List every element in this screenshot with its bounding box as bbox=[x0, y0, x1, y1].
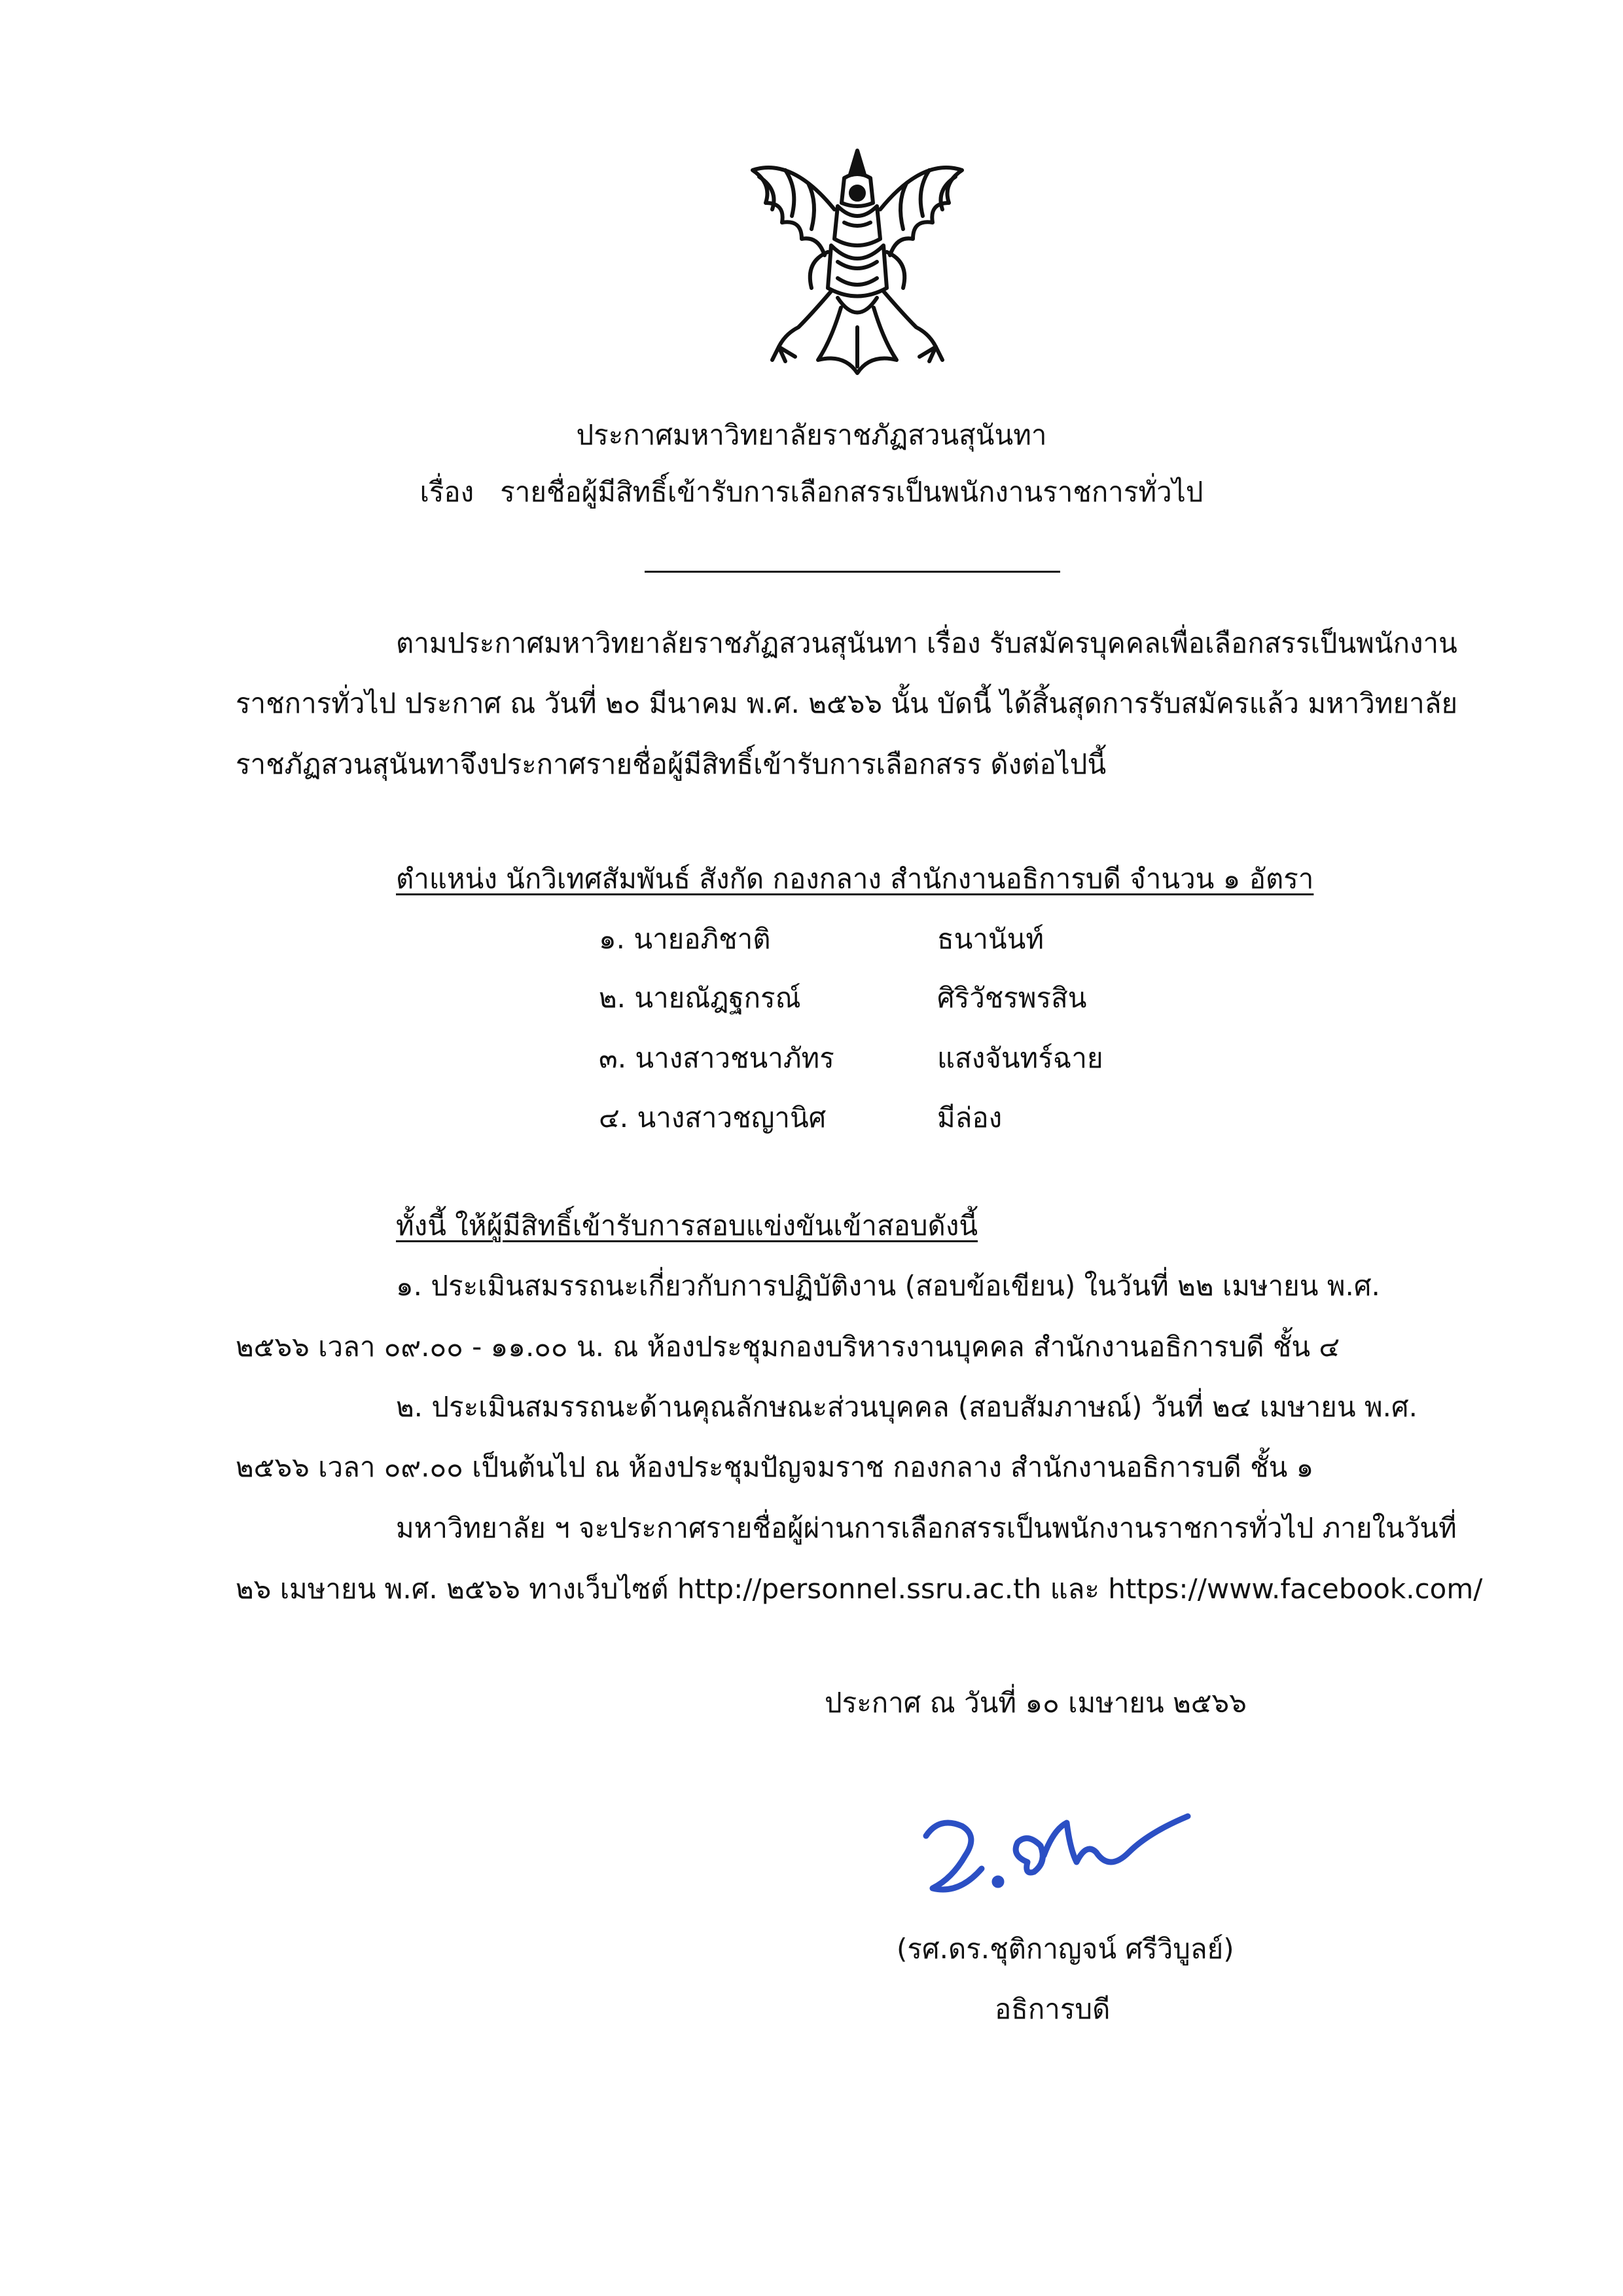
results-notice-line-1: มหาวิทยาลัย ฯ จะประกาศรายชื่อผู้ผ่านการเลือกสรรเป็นพนักงานราชการทั่วไป ภายในวันที่ bbox=[396, 1512, 1457, 1544]
exam-heading: ทั้งนี้ ให้ผู้มีสิทธิ์เข้ารับการสอบแข่งขันเข้าสอบดังนี้ bbox=[396, 1210, 978, 1242]
candidate-first-name: ๓. นางสาวชนาภัทร bbox=[599, 1042, 834, 1074]
candidate-first-name: ๔. นางสาวชญานิศ bbox=[599, 1102, 827, 1134]
intro-line-2: ราชการทั่วไป ประกาศ ณ วันที่ ๒๐ มีนาคม พ.ศ. ๒๕๖๖ นั้น บัดนี้ ได้สิ้นสุดการรับสมัครแล้ว มหาวิทยาลัย bbox=[236, 687, 1458, 719]
garuda-emblem-icon bbox=[733, 131, 982, 393]
handwritten-signature bbox=[913, 1790, 1207, 1908]
header-divider bbox=[645, 571, 1060, 573]
exam-item-1-line-1: ๑. ประเมินสมรรถนะเกี่ยวกับการปฏิบัติงาน (สอบข้อเขียน) ในวันที่ ๒๒ เมษายน พ.ศ. bbox=[396, 1270, 1380, 1302]
position-heading: ตำแหน่ง นักวิเทศสัมพันธ์ สังกัด กองกลาง สำนักงานอธิการบดี จำนวน ๑ อัตรา bbox=[396, 863, 1314, 895]
exam-item-1-line-2: ๒๕๖๖ เวลา ๐๙.๐๐ - ๑๑.๐๐ น. ณ ห้องประชุมกองบริหารงานบุคคล สำนักงานอธิการบดี ชั้น ๔ bbox=[236, 1331, 1340, 1363]
candidate-last-name: แสงจันทร์ฉาย bbox=[937, 1042, 1103, 1074]
candidate-last-name: มีล่อง bbox=[937, 1102, 1003, 1134]
exam-item-2-line-2: ๒๕๖๖ เวลา ๐๙.๐๐ เป็นต้นไป ณ ห้องประชุมปัญจมราช กองกลาง สำนักงานอธิการบดี ชั้น ๑ bbox=[236, 1451, 1314, 1483]
intro-line-1: ตามประกาศมหาวิทยาลัยราชภัฏสวนสุนันทา เรื่อง รับสมัครบุคคลเพื่อเลือกสรรเป็นพนักงาน bbox=[396, 627, 1457, 659]
exam-item-2-line-1: ๒. ประเมินสมรรถนะด้านคุณลักษณะส่วนบุคคล (สอบสัมภาษณ์) วันที่ ๒๔ เมษายน พ.ศ. bbox=[396, 1391, 1418, 1423]
candidate-first-name: ๑. นายอภิชาติ bbox=[599, 923, 771, 955]
announcement-title: ประกาศมหาวิทยาลัยราชภัฏสวนสุนันทา bbox=[576, 419, 1047, 451]
candidate-first-name: ๒. นายณัฎฐกรณ์ bbox=[599, 982, 801, 1014]
subject-label: เรื่อง bbox=[419, 476, 474, 508]
signatory-title: อธิการบดี bbox=[995, 1993, 1111, 2025]
results-notice-line-2: ๒๖ เมษายน พ.ศ. ๒๕๖๖ ทางเว็บไซต์ http://personnel.ssru.ac.th และ https://www.facebook.com/ bbox=[236, 1573, 1483, 1605]
subject-text: รายชื่อผู้มีสิทธิ์เข้ารับการเลือกสรรเป็นพนักงานราชการทั่วไป bbox=[500, 476, 1204, 508]
intro-line-3: ราชภัฏสวนสุนันทาจึงประกาศรายชื่อผู้มีสิทธิ์เข้ารับการเลือกสรร ดังต่อไปนี้ bbox=[236, 748, 1107, 780]
signatory-name: (รศ.ดร.ชุติกาญจน์ ศรีวิบูลย์) bbox=[897, 1933, 1234, 1965]
announcement-date: ประกาศ ณ วันที่ ๑๐ เมษายน ๒๕๖๖ bbox=[825, 1687, 1247, 1719]
announcement-subject bbox=[0, 473, 1623, 512]
candidate-last-name: ธนานันท์ bbox=[937, 923, 1044, 955]
candidate-last-name: ศิริวัชรพรสิน bbox=[937, 982, 1087, 1014]
